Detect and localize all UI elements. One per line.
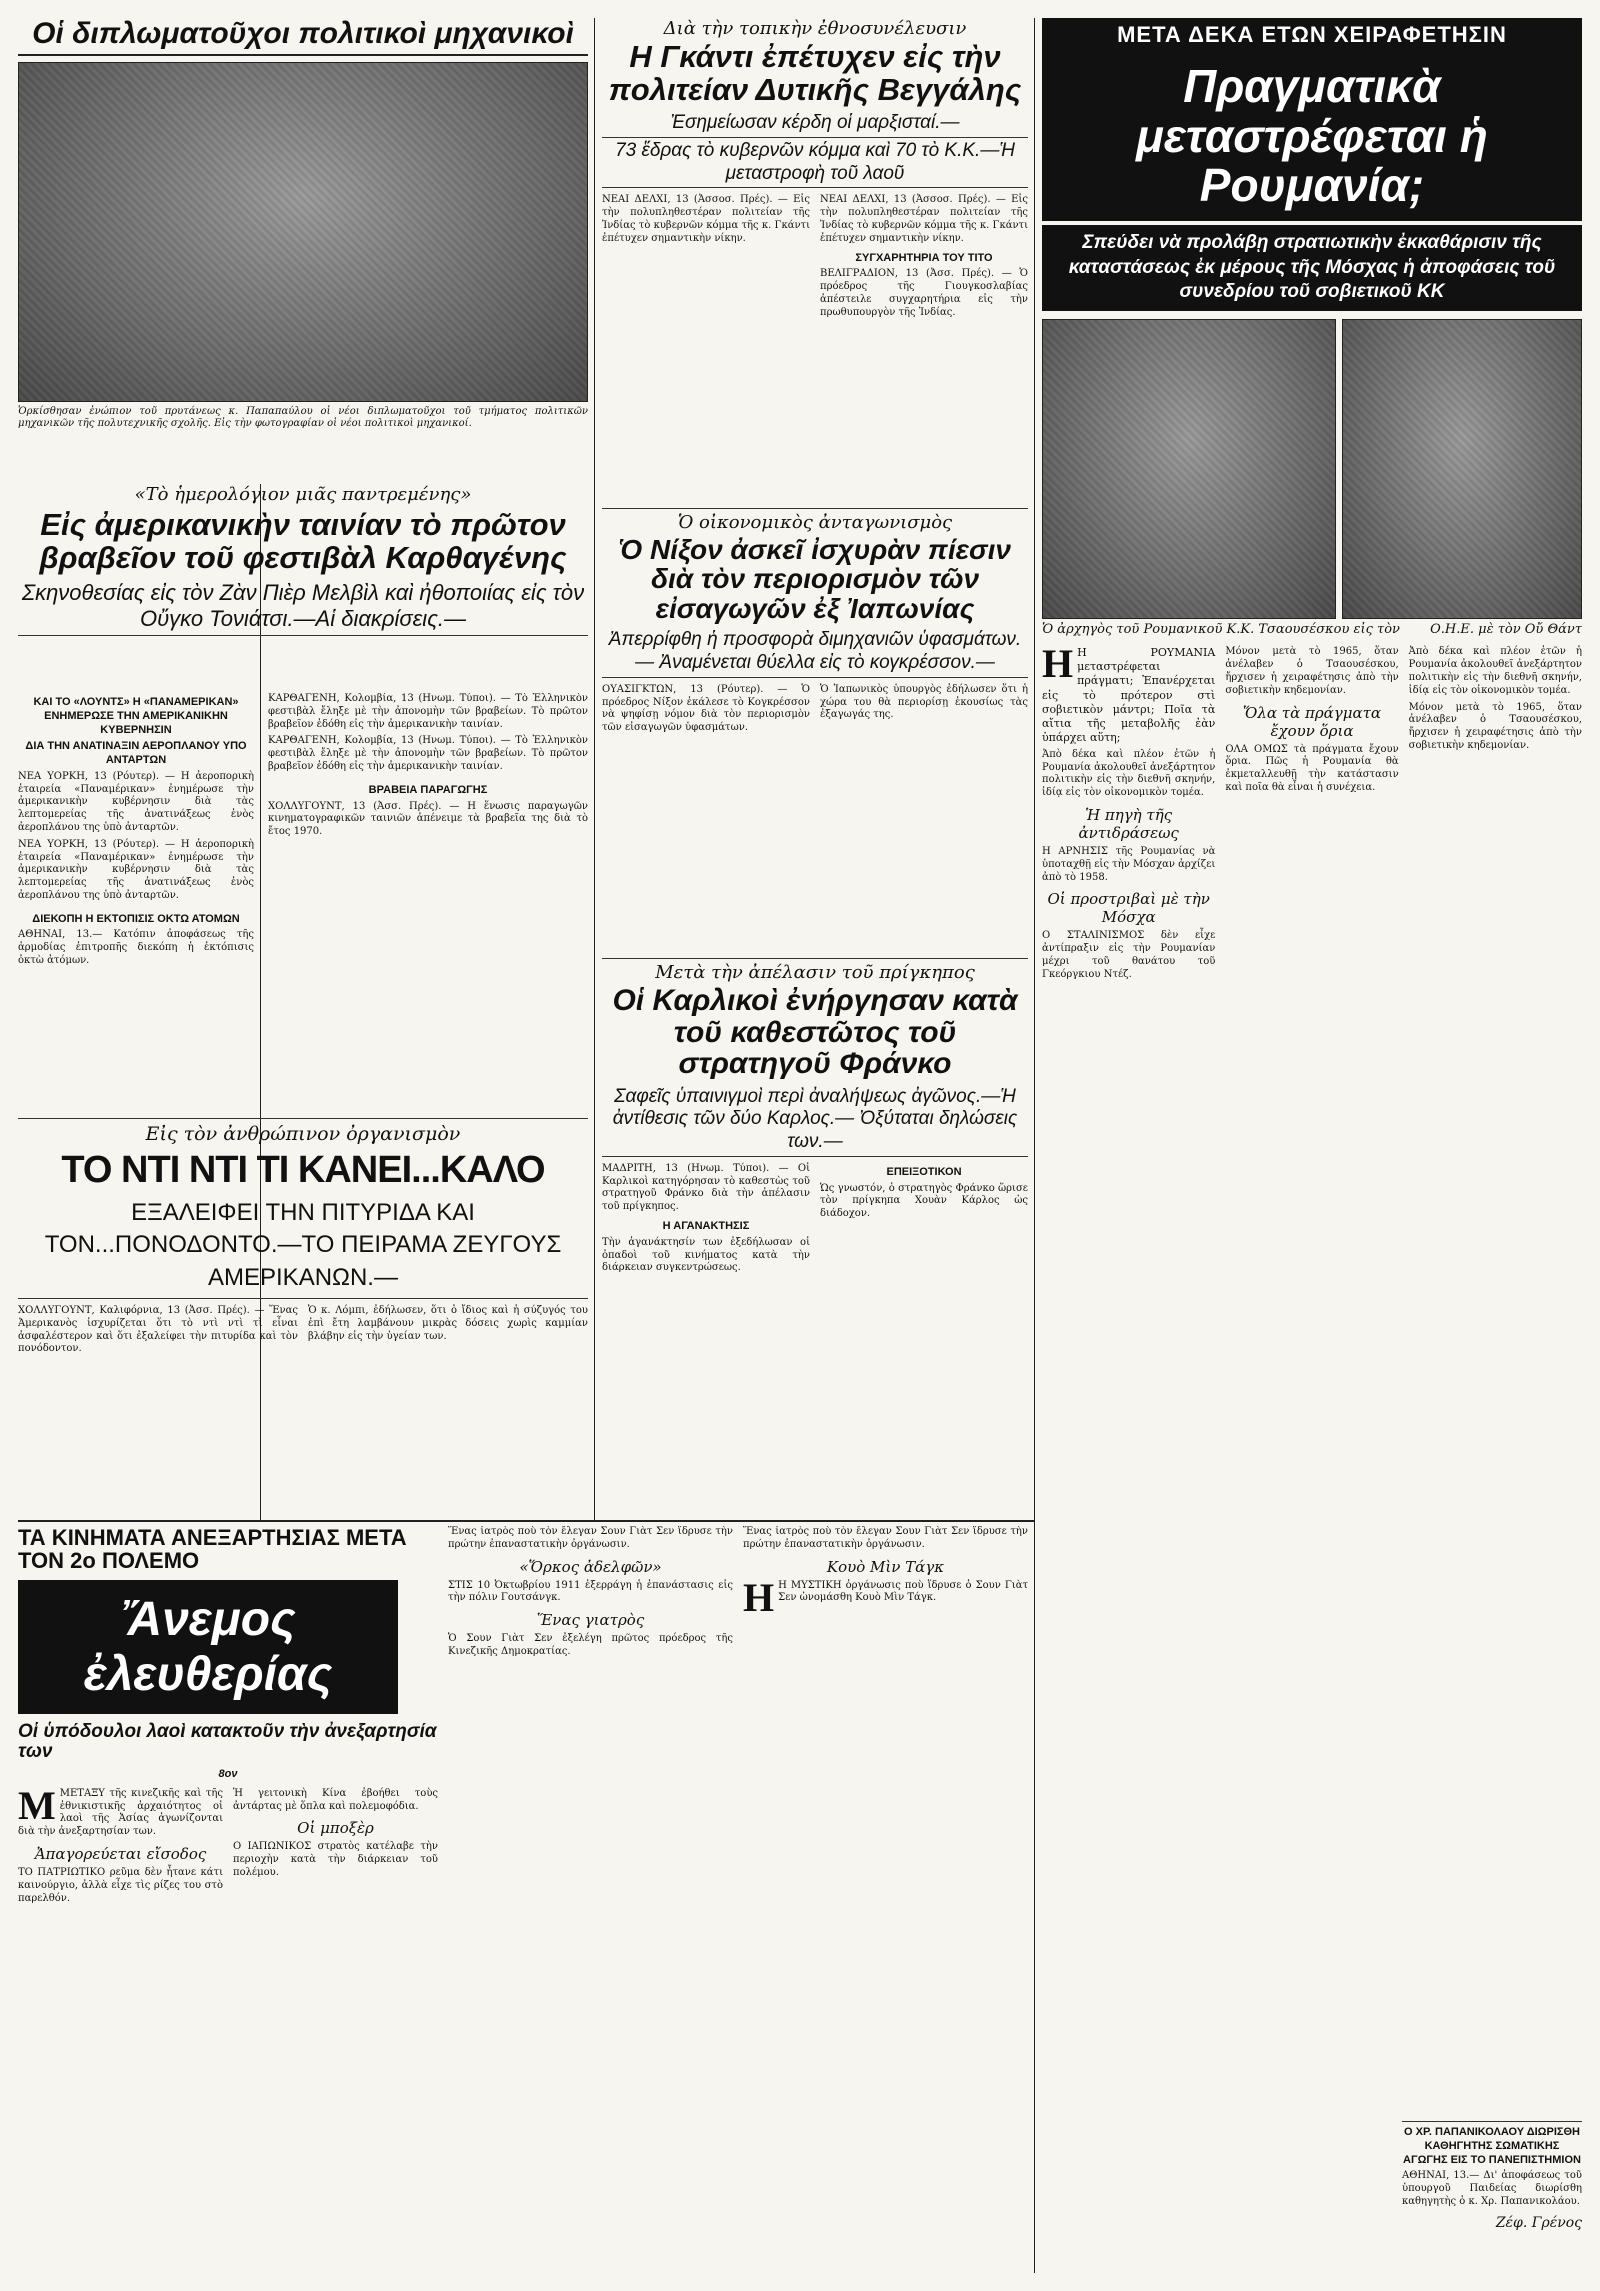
boxers-subhead: Οἱ μποξὲρ — [297, 1819, 374, 1838]
romania-limits-text: ΟΛΑ ΟΜΩΣ τὰ πράγματα ἔχουν ὅρια. Πῶς ἡ Ρουμανία θὰ ἐκμεταλλευθῇ τὴν κατάστασιν καὶ ποῖα θὰ εἶναι ἡ συνέχεια. — [1225, 743, 1399, 793]
independence-article — [18, 1526, 1028, 2273]
independence-deck: Οἱ ὑπόδουλοι λαοὶ κατακτοῦν τὴν ἀνεξαρτησία των — [18, 1721, 437, 1763]
a-doctor-subhead: Ἕνας γιατρὸς — [536, 1611, 645, 1630]
romania-deck: Σπεύδει νὰ προλάβῃ στρατιωτικὴν ἐκκαθάρισιν τῆς καταστάσεως ἐκ μέρους τῆς Μόσχας ἡ ἀποφάσεις τοῦ συνεδρίου τοῦ σοβιετικοῦ ΚΚ — [1042, 225, 1582, 311]
ddt-text: ΧΟΛΛΥΓΟΥΝΤ, Καλιφόρνια, 13 (Ἀσσ. Πρές). — Ἕνας Ἀμερικανὸς ἰσχυρίζεται ὅτι τὸ ντὶ ντὶ τὶ εἶναι ἀσφαλέστερον καὶ ὅτι ἐξαλείφει τὴν πιτυρίδα καὶ τὸν πονόδοντον. — [18, 1305, 298, 1355]
romania-banner: ΜΕΤΑ ΔΕΚΑ ΕΤΩΝ ΧΕΙΡΑΦΕΤΗΣΙΝ — [1042, 18, 1582, 52]
film-awards-text: ΧΟΛΛΥΓΟΥΝΤ, 13 (Ἀσσ. Πρές). — Η ἕνωσις παραγωγῶν κινηματογραφικῶν ταινιῶν ἀπένειμε τὰ βραβεῖα της διὰ τὸ ἔτος 1970. — [268, 800, 588, 838]
u-thant-caption: Ο.Η.Ε. μὲ τὸν Οὔ Θάντ — [1430, 622, 1582, 638]
tito-subhead: ΣΥΓΧΑΡΗΤΗΡΙΑ ΤΟΥ ΤΙΤΟ — [855, 251, 993, 264]
franco-text: ΜΑΔΡΙΤΗ, 13 (Ηνωμ. Τύποι). — Οἱ Καρλικοὶ κατηγόρησαν τὸ καθεστὼς τοῦ στρατηγοῦ Φράνκο διὰ τὴν ἀπέλασιν τοῦ πρίγκηπος. — [602, 1162, 810, 1213]
ddt-headline: ΤΟ ΝΤΙ ΝΤΙ ΤΙ ΚΑΝΕΙ...ΚΑΛΟ — [61, 1149, 545, 1191]
romania-text-4: Μόνον μετὰ τὸ 1965, ὅταν ἀνέλαβεν ὁ Τσαουσέσκου, ἤρχισεν ἡ χειραφέτησις ἀπὸ τὴν σοβιετικὴν κηδεμονίαν. — [1408, 701, 1582, 751]
ddt-text-2: Ὁ κ. Λόμπι, ἐδήλωσεν, ὅτι ὁ ἴδιος καὶ ἡ σύζυγός του ἐπὶ ἔτη λαμβάνουν μικρὰς δόσεις χωρὶς καμμίαν βλάβην εἰς τὴν ὑγείαν των. — [308, 1305, 588, 1342]
kmt-subhead: Κουὸ Μὶν Τάγκ — [826, 1557, 945, 1576]
oath-text: ΣΤΙΣ 10 Ὀκτωβρίου 1911 ἐξερράγη ἡ ἐπανάστασις εἰς τὴν πόλιν Γουτσάνγκ. — [448, 1579, 733, 1604]
ddt-article — [18, 1118, 588, 1514]
romania-article — [1042, 18, 1582, 2273]
film-article — [268, 693, 588, 1113]
franco-urgent-subhead: ΕΠΕΙΞΟΤΙΚΟΝ — [886, 1165, 962, 1178]
nixon-text-2: Ὁ Ἰαπωνικὸς ὑπουργὸς ἐδήλωσεν ὅτι ἡ χώρα του θὰ περιορίσῃ ἑκουσίως τὰς ἐξαγωγάς της. — [820, 683, 1028, 721]
nixon-text: ΟΥΑΣΙΓΚΤΩΝ, 13 (Ρόυτερ). — Ὁ πρόεδρος Νίξον ἐκάλεσε τὸ Κογκρέσσον νὰ ψηφίσῃ νόμον διὰ τὸν περιορισμὸν τῶν εἰσαγωγῶν ὑφασμάτων. — [602, 683, 810, 734]
a-doctor-text: Ὁ Σουν Γιὰτ Σεν ἐξελέγη πρῶτος πρόεδρος τῆς Κινεζικῆς Δημοκρατίας. — [448, 1633, 733, 1657]
gandhi-deck-2: 73 ἕδρας τὸ κυβερνῶν κόμμα καὶ 70 τὸ Κ.Κ.—Ἡ μεταστροφὴ τοῦ λαοῦ — [602, 138, 1028, 189]
u-thant-photo — [1342, 319, 1583, 619]
independence-lead: ΜΜΕΤΑΞΥ τῆς κινεζικῆς καὶ τῆς ἐθνικιστικῆς ἀρχαιότητος οἱ λαοὶ τῆς Ἀσίας ἀγωνίζονται διὰ τὴν ἀνεξαρτησίαν των. — [18, 1782, 223, 1838]
film-text-more: ΚΑΡΘΑΓΕΝΗ, Κολομβία, 13 (Ηνωμ. Τύποι). — Τὸ Ἑλληνικὸν φεστιβὰλ ἔληξε μὲ τὴν ἀπονομὴν τῶν βραβείων. Τὸ πρῶτον βραβεῖον ἐδόθη εἰς τὴν ἀμερικανικὴν ταινίαν. — [268, 735, 588, 772]
romania-text: Ἀπὸ δέκα καὶ πλέον ἐτῶν ἡ Ρουμανία ἀκολουθεῖ ἀνεξάρτητον πολιτικὴν εἰς τὴν διεθνῆ σκηνήν, ἰδίᾳ εἰς τὸν οἰκονομικὸν τομέα. — [1042, 748, 1216, 799]
franco-anger-text: Τὴν ἀγανάκτησίν των ἐξεδήλωσαν οἱ ὀπαδοὶ τοῦ κινήματος κατὰ τὴν διάρκειαν συγκεντρώσεως. — [602, 1236, 810, 1274]
engineers-caption: Ὁρκίσθησαν ἐνώπιον τοῦ πρυτάνεως κ. Παπαπαύλου οἱ νέοι διπλωματοῦχοι τοῦ τμήματος πολιτικῶν μηχανικῶν τῆς πολυτεχνικῆς σχολῆς. Εἰς τὴν φωτογραφίαν οἱ νέοι πολιτικοὶ μηχανικοί. — [18, 405, 588, 429]
no-entry-text: ΤΟ ΠΑΤΡΙΩΤΙΚΟ ρεῦμα δὲν ἦτανε κάτι καινούργιο, ἀλλὰ εἶχε τὶς ρίζες του στὸ παρελθόν. — [18, 1867, 223, 1904]
gandhi-deck: Ἐσημείωσαν κέρδη οἱ μαρξισταί.— — [602, 110, 1028, 138]
newspaper-page — [18, 18, 1582, 2273]
gandhi-text: ΝΕΑΙ ΔΕΛΧΙ, 13 (Ἀσσοσ. Πρές). — Εἰς τὴν πολυπληθεστέραν πολιτείαν τῆς Ἰνδίας τὸ κυβερνῶν κόμμα τῆς κ. Γκάντι ἐπέτυχεν σημαντικὴν νίκην. — [602, 194, 810, 244]
dounts-subhead: ΚΑΙ ΤΟ «ΛΟΥΝΤΣ» Η «ΠΑΝΑΜΕΡΙΚΑΝ» ΕΝΗΜΕΡΩΣΕ ΤΗΝ ΑΜΕΡΙΚΑΝΙΚΗΝ ΚΥΒΕΡΝΗΣΙΝ — [33, 696, 239, 736]
festival-kicker: «Τὸ ἡμερολόγιον μιᾶς παντρεμένης» — [134, 484, 472, 505]
romania-headline: Πραγματικὰ μεταστρέφεται ἡ Ρουμανία; — [1042, 52, 1582, 221]
gandhi-article — [602, 18, 1028, 498]
dounts-text-filler: ΝΕΑ ΥΟΡΚΗ, 13 (Ρόυτερ). — Η ἀεροπορικὴ ἑταιρεία «Παναμέρικαν» ἐνημέρωσε τὴν ἀμερικανικὴν κυβέρνησιν διὰ τὰς λεπτομερείας τῆς ἀνατινάξεως ἑνὸς ἀεροπλάνου της ὑπὸ ἀνταρτῶν. — [18, 838, 254, 901]
engineers-article — [18, 18, 588, 478]
ddt-kicker: Εἰς τὸν ἀνθρώπινον ὀργανισμὸν — [18, 1118, 588, 1145]
boxers-text: Ο ΙΑΠΩΝΙΚΟΣ στρατὸς κατέλαβε τὴν περιοχὴν κατὰ τὴν διάρκειαν τοῦ πολέμου. — [233, 1841, 438, 1878]
romania-lead: Η Η ΡΟΥΜΑΝΙΑ μεταστρέφεται πράγματι; Ἐπανέρχεται εἰς τὸ πρότερον στὶ σοβιετικὸν μάντρι; Ποῖα τὰ αἴτια τῆς μεταβολῆς ἐὰν ὑπάρχει αὕτη; — [1042, 641, 1216, 744]
oath-subhead: «Ὅρκος ἀδελφῶν» — [519, 1557, 662, 1576]
deportation-subhead: ΔΙΕΚΟΠΗ Η ΕΚΤΟΠΙΣΙΣ ΟΚΤΩ ΑΤΟΜΩΝ — [32, 912, 240, 925]
ddt-deck: ΕΞΑΛΕΙΦΕΙ ΤΗΝ ΠΙΤΥΡΙΔΑ ΚΑΙ ΤΟΝ...ΠΟΝΟΔΟΝΤΟ.—ΤΟ ΠΕΙΡΑΜΑ ΖΕΥΓΟΥΣ ΑΜΕΡΙΚΑΝΩΝ.— — [18, 1197, 588, 1299]
independence-kicker: ΤΑ ΚΙΝΗΜΑΤΑ ΑΝΕΞΑΡΤΗΣΙΑΣ ΜΕΤΑ ΤΟΝ 2ο ΠΟΛΕΜΟ — [18, 1526, 407, 1574]
engineers-photo — [18, 62, 588, 402]
deportation-text: ΑΘΗΝΑΙ, 13.— Κατόπιν ἀποφάσεως τῆς ἁρμοδίας ἐπιτροπῆς διεκόπη ἡ ἐκτόπισις ὀκτὼ ἀτόμων. — [18, 929, 254, 967]
romania-friction-subhead: Οἱ προστριβαὶ μὲ τὴν Μόσχα — [1047, 890, 1210, 927]
romania-text-2: Μόνον μετὰ τὸ 1965, ὅταν ἀνέλαβεν ὁ Τσαουσέσκου, ἤρχισεν ἡ χειραφέτησις ἀπὸ τὴν σοβιετικὴν κηδεμονίαν. — [1225, 646, 1399, 696]
series-number: 8ον — [218, 1768, 238, 1781]
column-rule — [1034, 18, 1035, 2273]
film-awards-subhead: ΒΡΑΒΕΙΑ ΠΑΡΑΓΩΓΗΣ — [368, 783, 488, 796]
kmt-text: Η Η ΜΥΣΤΙΚΗ ὀργάνωσις ποὺ ἵδρυσε ὁ Σουν Γιὰτ Σεν ὠνομάσθη Κουὸ Μὶν Τάγκ. — [743, 1574, 1028, 1620]
nixon-article — [602, 508, 1028, 948]
gandhi-kicker: Διὰ τὴν τοπικὴν ἐθνοσυνέλευσιν — [663, 18, 967, 39]
dounts-text: ΝΕΑ ΥΟΡΚΗ, 13 (Ρόυτερ). — Η ἀεροπορικὴ ἑταιρεία «Παναμέρικαν» ἐνημέρωσε τὴν ἀμερικανικὴν κυβέρνησιν διὰ τὰς λεπτομερείας τῆς ἀνατινάξεως ἑνὸς ἀεροπλάνου της ὑπὸ ἀνταρτῶν. — [18, 770, 254, 833]
nixon-deck: Ἀπερρίφθη ἡ προσφορὰ διμηχανιῶν ὑφασμάτων.— Ἀναμένεται θύελλα εἰς τὸ κογκρέσσον.— — [602, 627, 1028, 678]
dounts-subhead-2: ΔΙΑ ΤΗΝ ΑΝΑΤΙΝΑΞΙΝ ΑΕΡΟΠΛΑΝΟΥ ΥΠΟ ΑΝΤΑΡΤΩΝ — [25, 740, 247, 766]
tito-text: ΒΕΛΙΓΡΑΔΙΟΝ, 13 (Ἀσσ. Πρές). — Ὁ πρόεδρος τῆς Γιουγκοσλαβίας ἀπέστειλε συγχαρητήρια εἰς τὴν πρωθυπουργὸν τῆς Ἰνδίας. — [820, 268, 1028, 318]
romania-source-text: Η ΑΡΝΗΣΙΣ τῆς Ρουμανίας νὰ ὑποταχθῇ εἰς τὴν Μόσχαν ἀρχίζει ἀπὸ τὸ 1958. — [1042, 846, 1216, 883]
franco-urgent-text: Ὡς γνωστόν, ὁ στρατηγὸς Φράνκο ὥρισε τὸν πρίγκηπα Χουὰν Κάρλος ὡς διάδοχον. — [820, 1182, 1028, 1220]
franco-deck: Σαφεῖς ὑπαινιγμοὶ περὶ ἀναλήψεως ἀγῶνος.—Ἡ ἀντίθεσις τῶν δύο Καρλος.— Ὀξύταται δηλώσεις των.— — [602, 1084, 1028, 1157]
franco-kicker: Μετὰ τὴν ἀπέλασιν τοῦ πρίγκηπος — [602, 958, 1028, 983]
nixon-kicker: Ὁ οἰκονομικὸς ἀνταγωνισμὸς — [602, 508, 1028, 533]
independence-text-2: Ἡ γειτονικὴ Κίνα ἐβοήθει τοὺς ἀντάρτας μὲ ὅπλα καὶ πολεμοφόδια. — [233, 1787, 438, 1812]
author-signature: Ζέφ. Γρένος — [1495, 2214, 1582, 2231]
ceausescu-caption: Ὁ ἀρχηγὸς τοῦ Ρουμανικοῦ Κ.Κ. Τσαουσέσκου εἰς τὸν — [1042, 622, 1400, 638]
franco-headline: Οἱ Καρλικοὶ ἐνήργησαν κατὰ τοῦ καθεστῶτος τοῦ στρατηγοῦ Φράνκο — [612, 984, 1018, 1080]
papanikolaou-text: ΑΘΗΝΑΙ, 13.— Δι' ἀποφάσεως τοῦ ὑπουργοῦ Παιδείας διωρίσθη καθηγητὴς ὁ κ. Χρ. Παπανικολάου. — [1402, 2170, 1582, 2207]
ceausescu-photo — [1042, 319, 1336, 619]
film-text: ΚΑΡΘΑΓΕΝΗ, Κολομβία, 13 (Ηνωμ. Τύποι). — Τὸ Ἑλληνικὸν φεστιβὰλ ἔληξε μὲ τὴν ἀπονομὴν τῶν βραβείων. Τὸ πρῶτον βραβεῖον ἐδόθη εἰς τὴν ἀμερικανικὴν ταινίαν. — [268, 693, 588, 730]
festival-headline: Εἰς ἀμερικανικὴν ταινίαν τὸ πρῶτον βραβεῖον τοῦ φεστιβὰλ Καρθαγένης — [39, 507, 567, 575]
column-rule — [594, 18, 595, 1520]
no-entry-subhead: Ἀπαγορεύεται εἴσοδος — [34, 1845, 207, 1863]
romania-friction-text: Ο ΣΤΑΛΙΝΙΣΜΟΣ δὲν εἶχε ἀντίπραξιν εἰς τὴν Ρουμανίαν μέχρι τοῦ θανάτου τοῦ Γκεόργκιου Ντέζ. — [1042, 930, 1216, 980]
engineers-headline: Οἱ διπλωματοῦχοι πολιτικοὶ μηχανικοὶ — [18, 18, 588, 56]
independence-headline: Ἄνεμος ἐλευθερίας — [18, 1580, 398, 1714]
papanikolaou-subhead: Ο ΧΡ. ΠΑΠΑΝΙΚΟΛΑΟΥ ΔΙΩΡΙΣΘΗ ΚΑΘΗΓΗΤΗΣ ΣΩΜΑΤΙΚΗΣ ΑΓΩΓΗΣ ΕΙΣ ΤΟ ΠΑΝΕΠΙΣΤΗΜΙΟΝ — [1402, 2121, 1582, 2167]
franco-anger-subhead: Η ΑΓΑΝΑΚΤΗΣΙΣ — [662, 1220, 750, 1233]
romania-text-3: Ἀπὸ δέκα καὶ πλέον ἐτῶν ἡ Ρουμανία ἀκολουθεῖ ἀνεξάρτητον πολιτικὴν εἰς τὴν διεθνῆ σκηνήν, ἰδίᾳ εἰς τὸν οἰκονομικὸν τομέα. — [1408, 646, 1582, 696]
festival-article — [18, 484, 588, 684]
section-rule — [18, 1520, 1034, 1522]
gandhi-headline: Η Γκάντι ἐπέτυχεν εἰς τὴν πολιτείαν Δυτικῆς Βεγγάλης — [608, 39, 1022, 107]
romania-source-subhead: Ἡ πηγὴ τῆς ἀντιδράσεως — [1078, 806, 1179, 843]
romania-limits-subhead: Ὅλα τὰ πράγματα ἔχουν ὅρια — [1242, 703, 1382, 740]
doctor-text: Ἕνας ἰατρὸς ποὺ τὸν ἔλεγαν Σουν Γιὰτ Σεν ἵδρυσε τὴν πρώτην ἐπαναστατικὴν ὀργάνωσιν. — [448, 1526, 733, 1550]
dounts-article — [18, 693, 254, 1113]
nixon-headline: Ὁ Νίξον ἀσκεῖ ἰσχυρὰν πίεσιν διὰ τὸν περιορισμὸν τῶν εἰσαγωγῶν ἐξ Ἰαπωνίας — [619, 534, 1011, 624]
franco-article — [602, 958, 1028, 1514]
kmt-intro-text: Ἕνας ἰατρὸς ποὺ τὸν ἔλεγαν Σουν Γιὰτ Σεν ἵδρυσε τὴν πρώτην ἐπαναστατικὴν ὀργάνωσιν. — [743, 1526, 1028, 1550]
gandhi-text-2: ΝΕΑΙ ΔΕΛΧΙ, 13 (Ἀσσοσ. Πρές). — Εἰς τὴν πολυπληθεστέραν πολιτείαν τῆς Ἰνδίας τὸ κυβερνῶν κόμμα τῆς κ. Γκάντι ἐπέτυχεν σημαντικὴν νίκην. — [820, 194, 1028, 244]
festival-deck: Σκηνοθεσίας εἰς τὸν Ζὰν Πιὲρ Μελβὶλ καὶ ἠθοποιίας εἰς τὸν Οὔγκο Τονιάτσι.—Αἱ διακρίσεις.— — [18, 578, 588, 636]
